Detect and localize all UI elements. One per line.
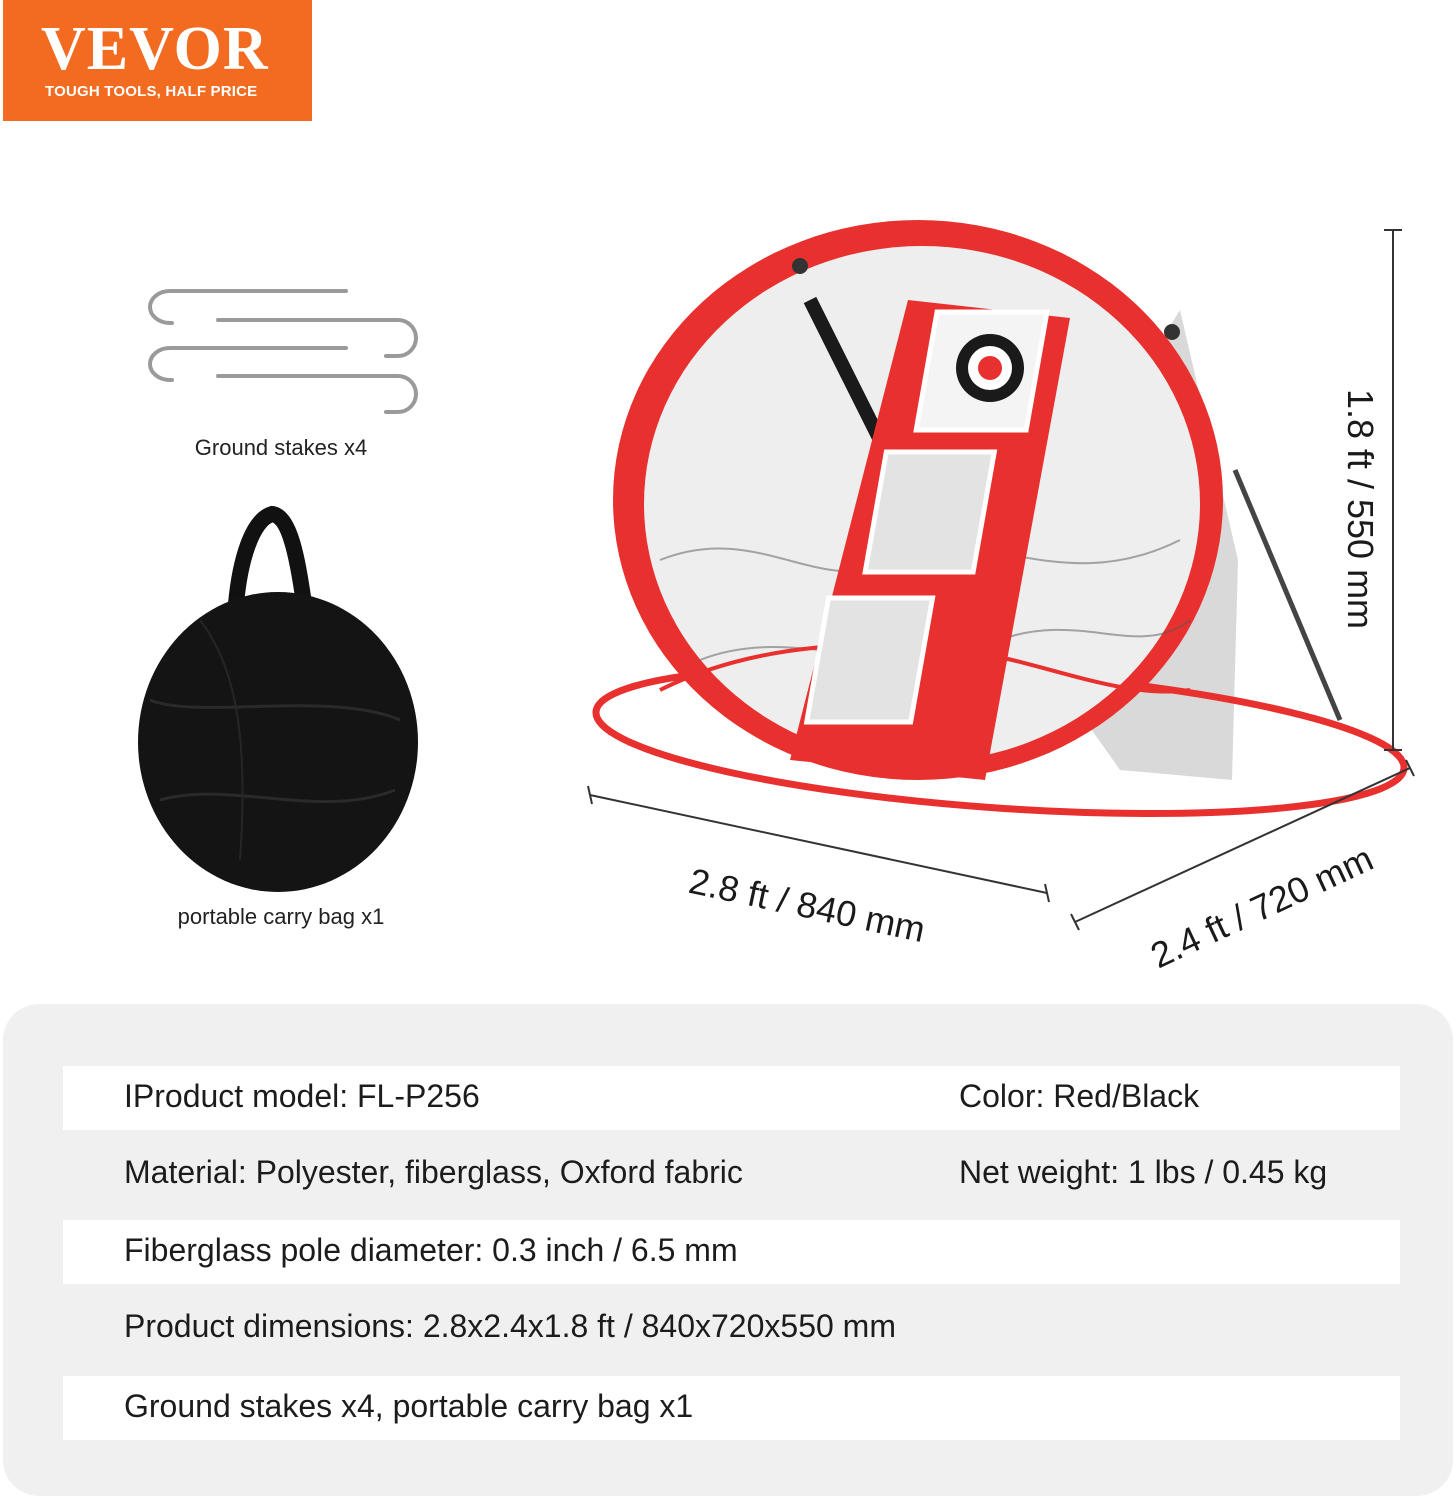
- spec-row: [63, 1220, 1400, 1284]
- spec-model: IProduct model: FL-P256: [124, 1078, 480, 1114]
- depth-label: 2.4 ft / 720 mm: [1144, 837, 1380, 977]
- spec-row: [63, 1296, 1400, 1360]
- carry-bag-image: [138, 514, 418, 892]
- stakes-caption: Ground stakes x4: [194, 435, 368, 460]
- width-label: 2.8 ft / 840 mm: [685, 860, 929, 951]
- brand-name: VEVOR: [41, 15, 269, 83]
- brand-tagline: TOUGH TOOLS, HALF PRICE: [45, 83, 258, 100]
- height-label: 1.8 ft / 550 mm: [1340, 388, 1382, 630]
- spec-color: Color: Red/Black: [959, 1078, 1200, 1114]
- chipping-net-image: [591, 220, 1409, 836]
- spec-row: [63, 1066, 1400, 1130]
- spec-weight: Net weight: 1 lbs / 0.45 kg: [959, 1154, 1328, 1190]
- spec-row: [63, 1142, 1400, 1206]
- specs-panel: [3, 1004, 1453, 1496]
- spec-row: [63, 1376, 1400, 1440]
- bag-caption: portable carry bag x1: [177, 904, 385, 929]
- ground-stakes-image: [150, 291, 416, 412]
- spec-material: Material: Polyester, fiberglass, Oxford fabric: [124, 1154, 743, 1190]
- spec-pole: Fiberglass pole diameter: 0.3 inch / 6.5 mm: [124, 1232, 738, 1268]
- spec-includes: Ground stakes x4, portable carry bag x1: [124, 1388, 694, 1424]
- spec-dimensions: Product dimensions: 2.8x2.4x1.8 ft / 840x720x550 mm: [124, 1308, 896, 1344]
